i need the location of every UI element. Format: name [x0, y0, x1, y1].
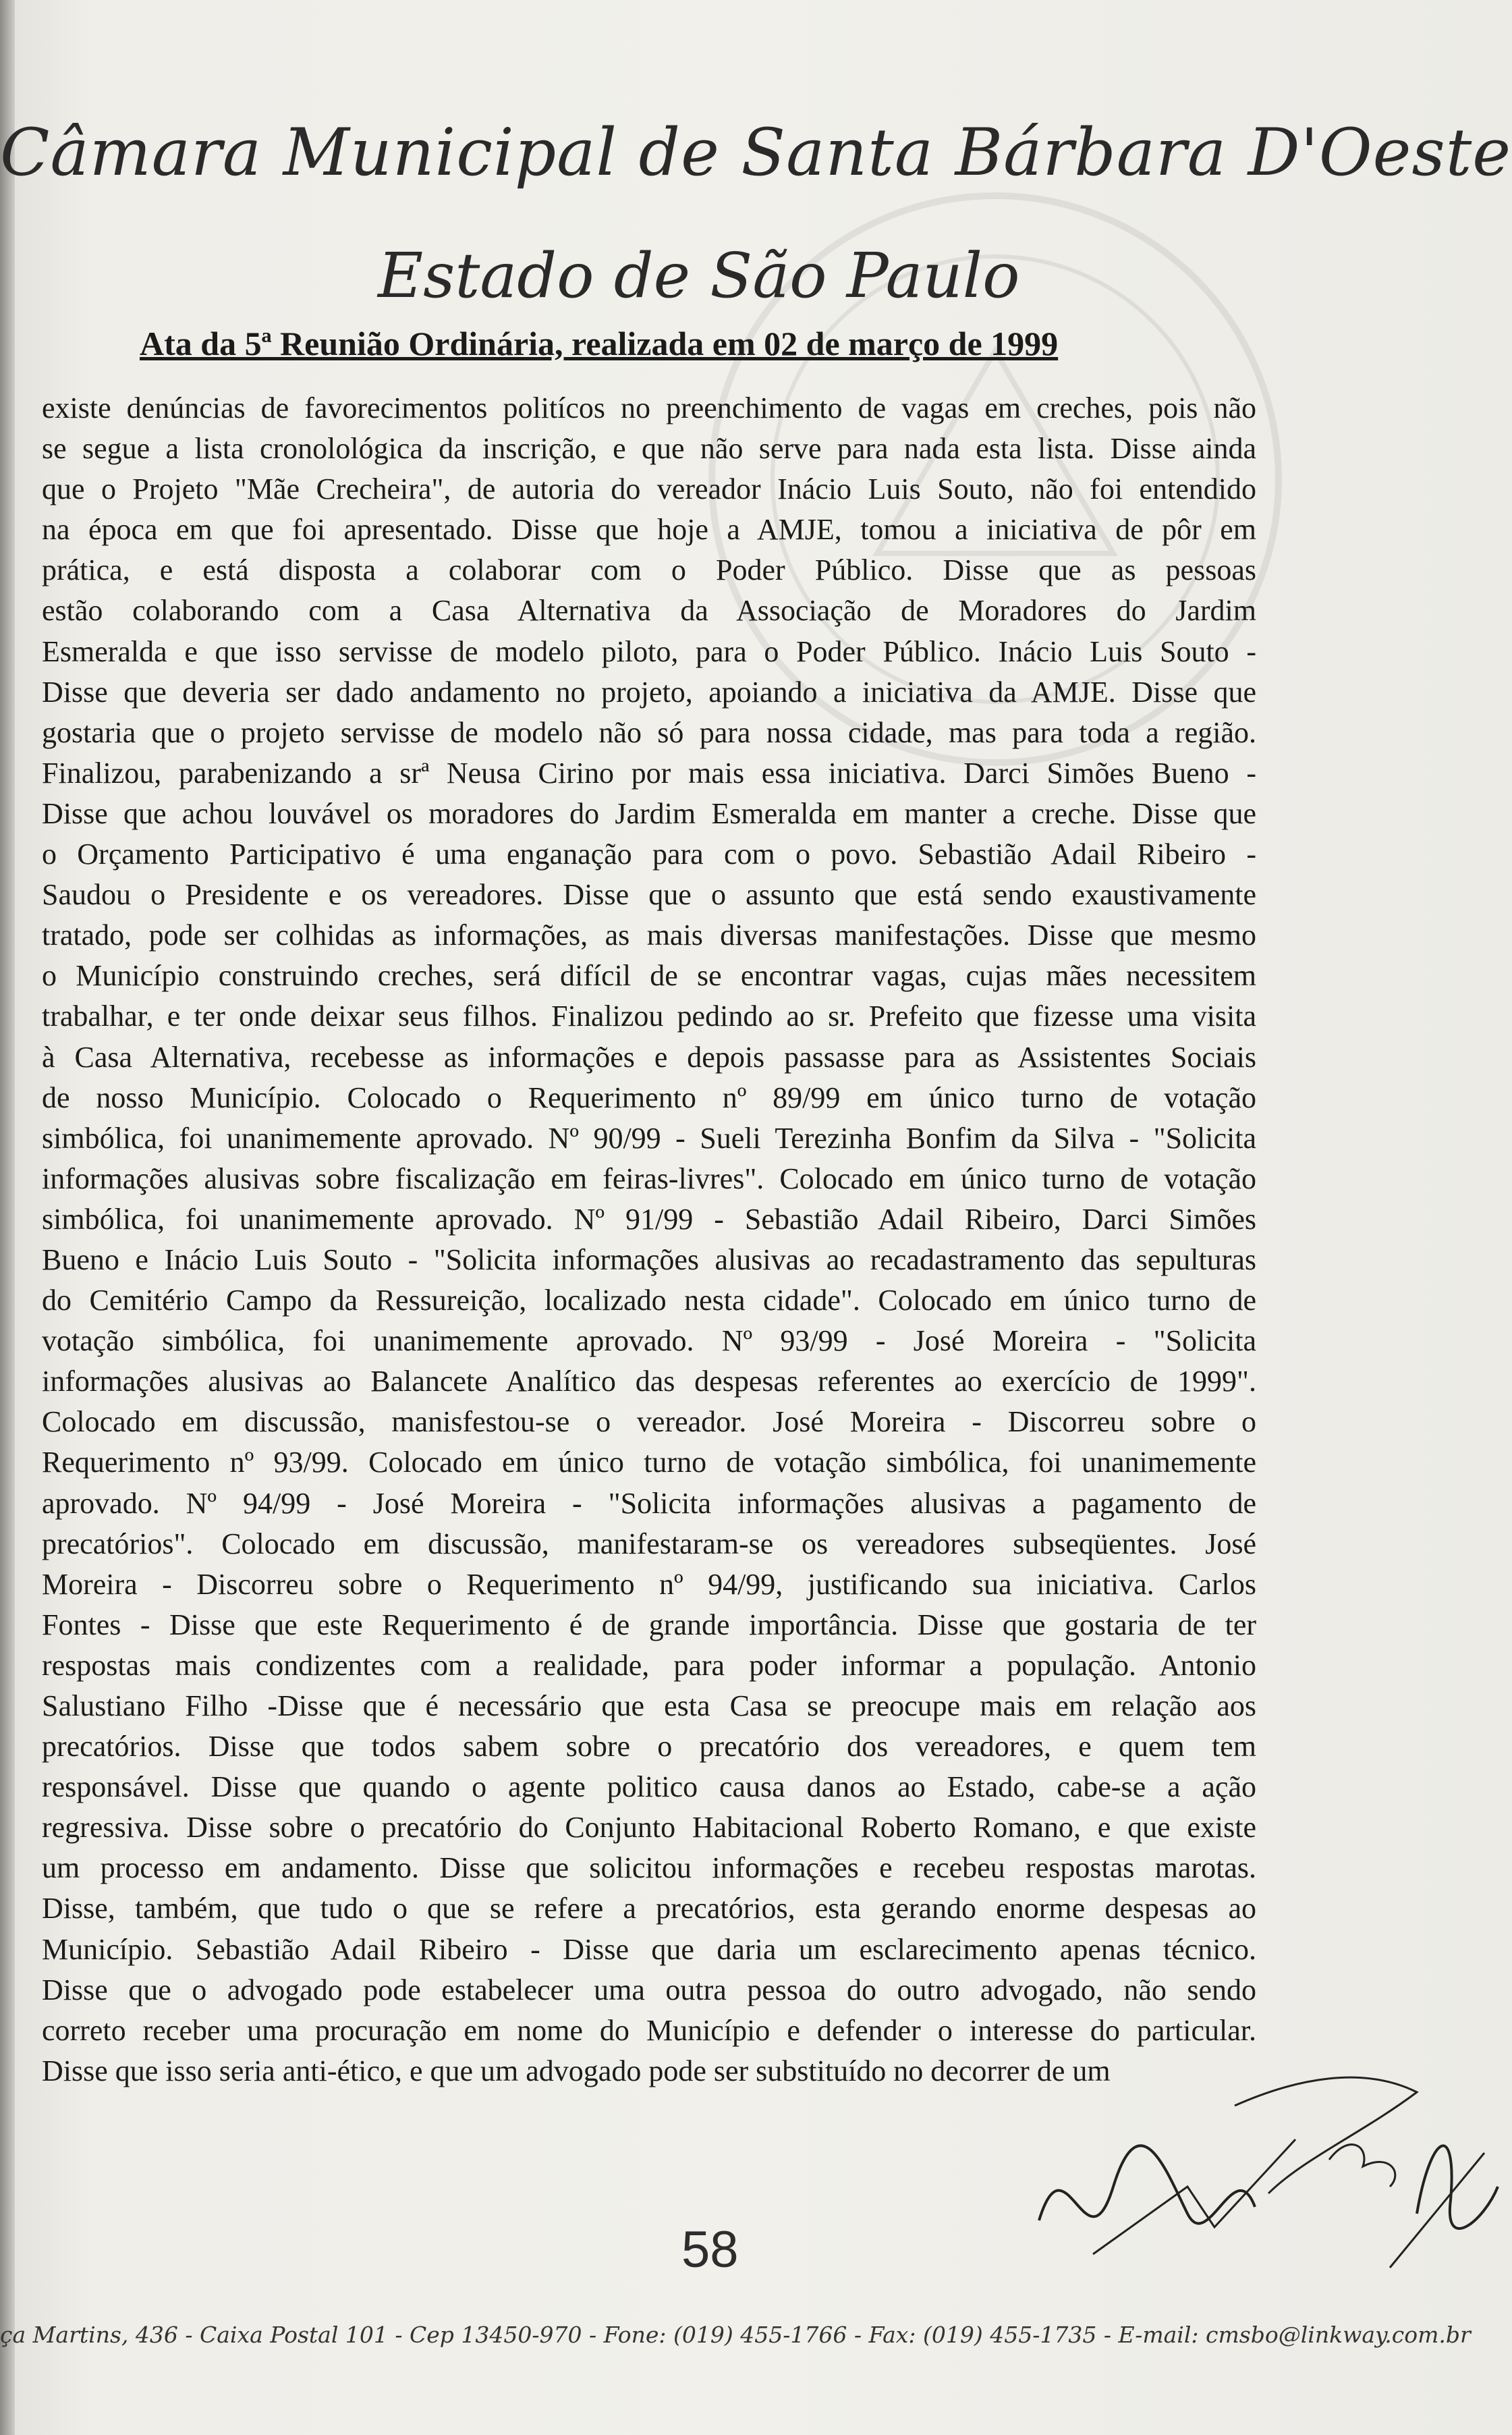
body-line: prática, e está disposta a colaborar com o Poder Público. Disse que as pessoas	[42, 553, 1256, 587]
body-line: trabalhar, e ter onde deixar seus filhos. Finalizou pedindo ao sr. Prefeito que fizesse uma visita	[42, 1000, 1256, 1033]
body-line: precatórios". Colocado em discussão, manifestaram-se os vereadores subseqüentes. José	[42, 1527, 1256, 1560]
footer-address: ça Martins, 436 - Caixa Postal 101 - Cep 13450-970 - Fone: (019) 455-1766 - Fax: (019) 455-1735 - E-mail: cmsbo@linkway.com.br	[0, 2322, 1471, 2348]
body-line: existe denúncias de favorecimentos politícos no preenchimento de vagas em creches, pois não	[42, 391, 1256, 425]
body-line: Fontes - Disse que este Requerimento é de grande importância. Disse que gostaria de ter	[42, 1608, 1256, 1641]
body-line: um processo em andamento. Disse que solicitou informações e recebeu respostas marotas.	[42, 1851, 1256, 1885]
handwritten-signatures	[1012, 2052, 1512, 2295]
body-line: à Casa Alternativa, recebesse as informações e depois passasse para as Assistentes Sociais	[42, 1040, 1256, 1074]
body-line: Colocado em discussão, manisfestou-se o vereador. José Moreira - Discorreu sobre o	[42, 1405, 1256, 1439]
body-line: Salustiano Filho -Disse que é necessário que esta Casa se preocupe mais em relação aos	[42, 1689, 1256, 1722]
body-line: se segue a lista cronolológica da inscrição, e que não serve para nada esta lista. Disse ainda	[42, 432, 1256, 466]
body-line: votação simbólica, foi unanimemente aprovado. Nº 93/99 - José Moreira - "Solicita	[42, 1324, 1256, 1358]
body-line: respostas mais condizentes com a realidade, para poder informar a população. Antonio	[42, 1648, 1256, 1682]
body-line: que o Projeto "Mãe Crecheira", de autoria do vereador Inácio Luis Souto, não foi entendido	[42, 472, 1256, 506]
state-name: Estado de São Paulo	[378, 240, 1020, 312]
body-line: Disse que achou louvável os moradores do Jardim Esmeralda em manter a creche. Disse que	[42, 796, 1256, 830]
body-line: Disse que deveria ser dado andamento no projeto, apoiando a iniciativa da AMJE. Disse que	[42, 675, 1256, 709]
body-line: tratado, pode ser colhidas as informações, as mais diversas manifestações. Disse que mesmo	[42, 919, 1256, 952]
body-line: o Município construindo creches, será difícil de se encontrar vagas, cujas mães necessitem	[42, 959, 1256, 993]
body-line: Requerimento nº 93/99. Colocado em único turno de votação simbólica, foi unanimemente	[42, 1446, 1256, 1479]
body-line: Município. Sebastião Adail Ribeiro - Disse que daria um esclarecimento apenas técnico.	[42, 1932, 1256, 1966]
scan-edge	[0, 0, 15, 2435]
minutes-body	[42, 388, 1256, 2091]
body-line: Disse que o advogado pode estabelecer uma outra pessoa do outro advogado, não sendo	[42, 1973, 1256, 2006]
body-line: Moreira - Discorreu sobre o Requerimento nº 94/99, justificando sua iniciativa. Carlos	[42, 1567, 1256, 1601]
body-line: Finalizou, parabenizando a srª Neusa Cirino por mais essa iniciativa. Darci Simões Bueno -	[42, 756, 1256, 790]
body-line: estão colaborando com a Casa Alternativa da Associação de Moradores do Jardim	[42, 594, 1256, 628]
body-line: Bueno e Inácio Luis Souto - "Solicita informações alusivas ao recadastramento das sepulturas	[42, 1242, 1256, 1276]
body-line: simbólica, foi unanimemente aprovado. Nº 91/99 - Sebastião Adail Ribeiro, Darci Simões	[42, 1202, 1256, 1236]
body-line: informações alusivas sobre fiscalização em feiras-livres". Colocado em único turno de votação	[42, 1161, 1256, 1195]
body-line: o Orçamento Participativo é uma enganação para com o povo. Sebastião Adail Ribeiro -	[42, 838, 1256, 871]
body-line: simbólica, foi unanimemente aprovado. Nº 90/99 - Sueli Terezinha Bonfim da Silva - "Solicita	[42, 1121, 1256, 1155]
body-line: responsável. Disse que quando o agente politico causa danos ao Estado, cabe-se a ação	[42, 1770, 1256, 1804]
page-number: 58	[681, 2221, 739, 2278]
body-line: de nosso Município. Colocado o Requerimento nº 89/99 em único turno de votação	[42, 1080, 1256, 1114]
body-line: Saudou o Presidente e os vereadores. Disse que o assunto que está sendo exaustivamente	[42, 878, 1256, 912]
body-line: Esmeralda e que isso servisse de modelo piloto, para o Poder Público. Inácio Luis Souto -	[42, 634, 1256, 668]
body-line: Disse, também, que tudo o que se refere a precatórios, esta gerando enorme despesas ao	[42, 1892, 1256, 1925]
minutes-title: Ata da 5ª Reunião Ordinária, realizada em 02 de março de 1999	[140, 325, 1059, 362]
body-line: gostaria que o projeto servisse de modelo não só para nossa cidade, mas para toda a região.	[42, 715, 1256, 749]
body-line: Disse que isso seria anti-ético, e que um advogado pode ser substituído no decorrer de um	[42, 2054, 1111, 2087]
body-line: aprovado. Nº 94/99 - José Moreira - "Solicita informações alusivas a pagamento de	[42, 1486, 1256, 1520]
body-line: do Cemitério Campo da Ressureição, localizado nesta cidade". Colocado em único turno de	[42, 1284, 1256, 1317]
body-line: correto receber uma procuração em nome do Município e defender o interesse do particular.	[42, 2013, 1256, 2047]
body-line: na época em que foi apresentado. Disse que hoje a AMJE, tomou a iniciativa de pôr em	[42, 513, 1256, 547]
body-line: precatórios. Disse que todos sabem sobre o precatório dos vereadores, e quem tem	[42, 1730, 1256, 1763]
body-line: regressiva. Disse sobre o precatório do Conjunto Habitacional Roberto Romano, e que existe	[42, 1811, 1256, 1844]
chamber-name: Câmara Municipal de Santa Bárbara D'Oeste	[0, 115, 1512, 190]
body-line: informações alusivas ao Balancete Analítico das despesas referentes ao exercício de 1999".	[42, 1365, 1256, 1398]
